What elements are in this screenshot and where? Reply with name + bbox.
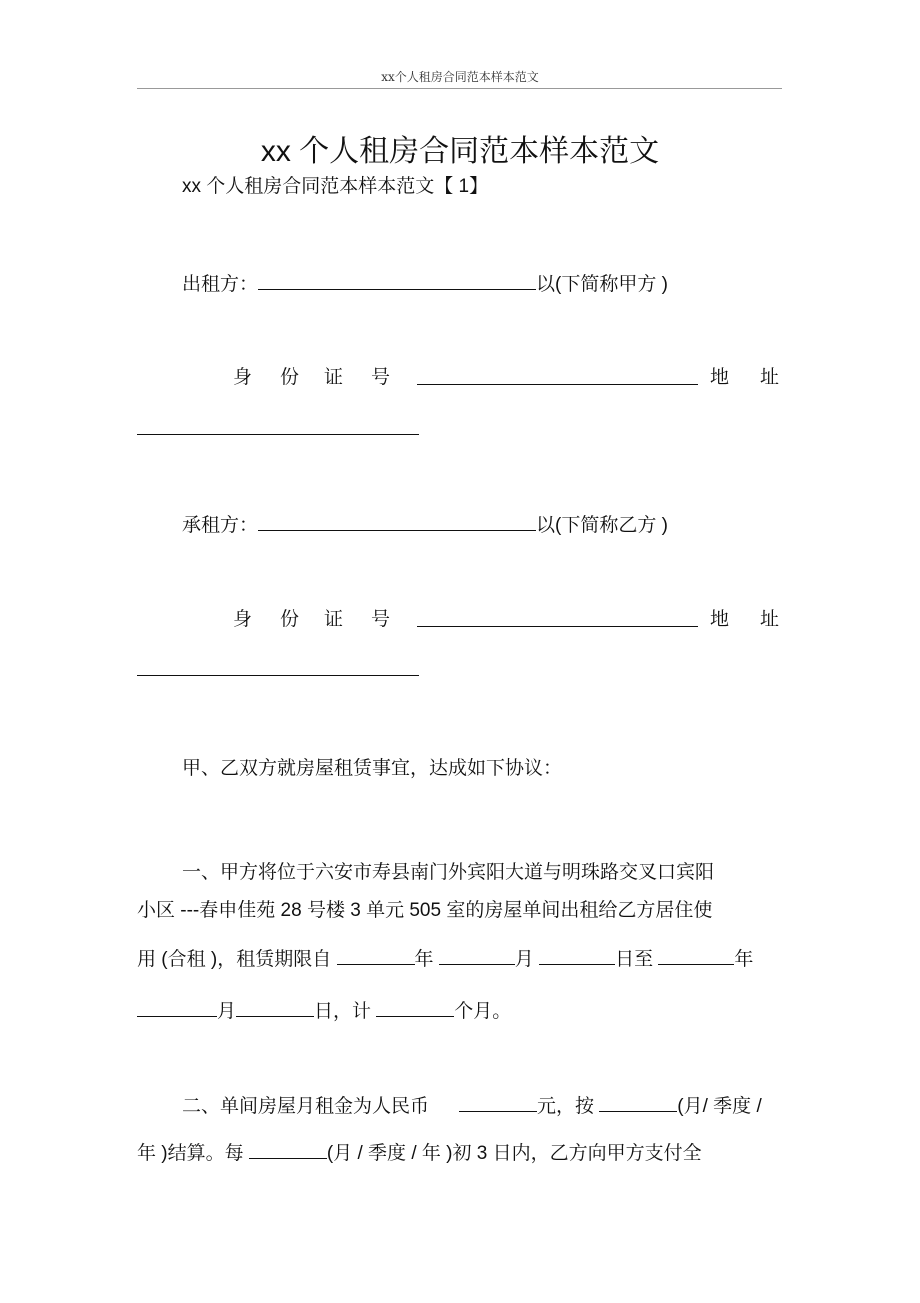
text: 元，按 xyxy=(537,1096,600,1117)
end-year-blank[interactable] xyxy=(658,946,734,965)
text: (月 / 季度 / 年 )初 3 日内，乙方向甲方支付全 xyxy=(326,1143,702,1164)
id-label: 证 xyxy=(324,367,344,388)
id-label: 号 xyxy=(371,367,391,388)
id-label: 身 xyxy=(233,367,253,388)
text: 个月。 xyxy=(454,1001,512,1022)
text: 日，计 xyxy=(314,1001,377,1022)
lessor-name-blank[interactable] xyxy=(258,271,536,290)
header-rule xyxy=(137,88,782,89)
payment-period-blank[interactable] xyxy=(249,1140,327,1159)
lessor-id-blank[interactable] xyxy=(417,366,698,385)
running-header: xx个人租房合同范本样本范文 xyxy=(381,70,539,84)
lessee-name-blank[interactable] xyxy=(258,512,536,531)
text: 二、单间房屋月租金为人民币 xyxy=(182,1096,430,1117)
text: (月/ 季度 / xyxy=(677,1096,762,1117)
lessor-label: 出租方： xyxy=(182,274,259,295)
lessee-id-line xyxy=(417,608,698,634)
lessor-id-line xyxy=(417,366,698,392)
address-label: 址 xyxy=(760,367,780,388)
intro: 甲、乙双方就房屋租赁事宜，达成如下协议： xyxy=(182,758,563,779)
document-title: xx 个人租房合同范本样本范文 xyxy=(260,135,660,168)
address-label: 址 xyxy=(760,609,780,630)
clause1-line3 xyxy=(137,946,753,972)
settlement-period-blank[interactable] xyxy=(599,1093,677,1112)
text: 年 xyxy=(734,949,754,970)
lessor-suffix: 以(下简称甲方 ) xyxy=(536,274,668,295)
text: 年 )结算。每 xyxy=(137,1143,249,1164)
text: 日至 xyxy=(615,949,659,970)
start-year-blank[interactable] xyxy=(337,946,415,965)
lessee-suffix: 以(下简称乙方 ) xyxy=(536,515,668,536)
start-month-blank[interactable] xyxy=(439,946,515,965)
lessor-address-line xyxy=(137,416,419,442)
lessee-line xyxy=(182,512,668,538)
address-label: 地 xyxy=(710,367,730,388)
clause1-line2: 小区 ---春申佳苑 28 号楼 3 单元 505 室的房屋单间出租给乙方居住使 xyxy=(137,900,713,921)
clause1-line4 xyxy=(137,998,511,1024)
id-label: 号 xyxy=(371,609,391,630)
lessee-address-line xyxy=(137,657,419,683)
subtitle: xx 个人租房合同范本样本范文【 1】 xyxy=(182,176,489,197)
clause1-line1: 一、甲方将位于六安市寿县南门外宾阳大道与明珠路交叉口宾阳 xyxy=(182,862,715,883)
clause2-line1 xyxy=(182,1093,762,1119)
clause2-line2 xyxy=(137,1140,702,1166)
id-label: 份 xyxy=(280,367,300,388)
id-label: 身 xyxy=(233,609,253,630)
start-day-blank[interactable] xyxy=(539,946,615,965)
id-label: 证 xyxy=(324,609,344,630)
text: 月 xyxy=(217,1001,237,1022)
lessor-line xyxy=(182,271,668,297)
id-label: 份 xyxy=(280,609,300,630)
months-blank[interactable] xyxy=(376,998,454,1017)
lessee-address-blank[interactable] xyxy=(137,657,419,676)
end-month-blank[interactable] xyxy=(137,998,217,1017)
address-label: 地 xyxy=(710,609,730,630)
lessor-address-blank[interactable] xyxy=(137,416,419,435)
rent-amount-blank[interactable] xyxy=(459,1093,537,1112)
end-day-blank[interactable] xyxy=(236,998,314,1017)
text: 月 xyxy=(514,949,540,970)
lessee-label: 承租方： xyxy=(182,515,259,536)
lessee-id-blank[interactable] xyxy=(417,608,698,627)
text: 用 (合租 )，租赁期限自 xyxy=(137,949,337,970)
text: 年 xyxy=(414,949,439,970)
